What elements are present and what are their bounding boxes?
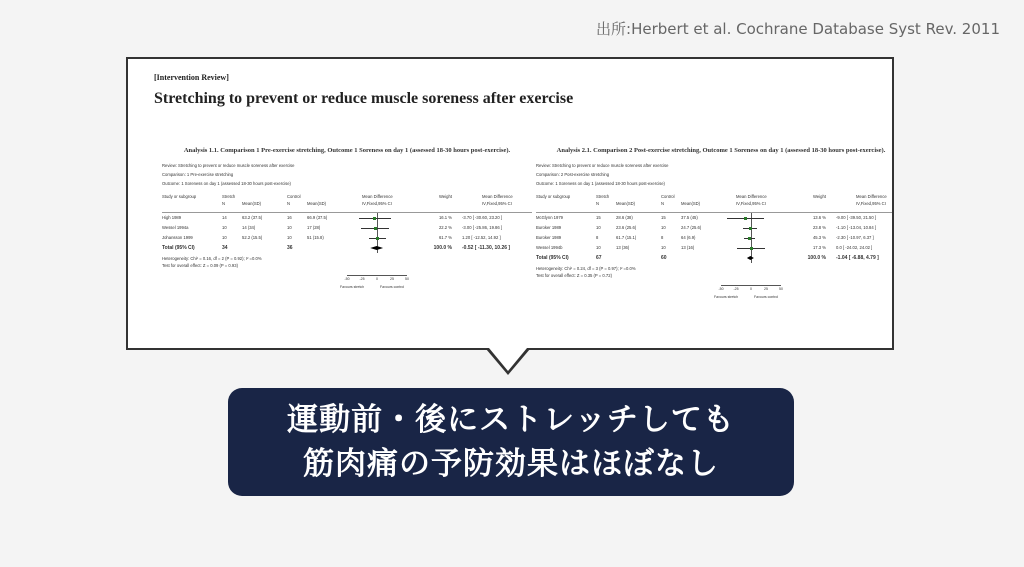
header-stretch: Stretch [222,194,236,199]
stretch-n: 10 [596,225,601,230]
axis-tick: 25 [764,287,768,291]
favours-left: Favours stretch [714,295,739,299]
stretch-n: 8 [596,235,599,240]
axis-tick: 50 [405,277,409,281]
header-study: Study or subgroup [536,194,571,199]
axis-tick: 0 [376,277,378,281]
caption-line-1: 運動前・後にストレッチしても [287,402,735,438]
control-mean: 17 (28) [307,225,321,230]
header-stretch-mean: Mean(SD) [242,201,262,206]
favours-left: Favours stretch [340,285,365,289]
study-name: Buroker 1989 [536,235,562,240]
total-control-n: 36 [287,245,293,251]
study-name: Buroker 1989 [536,225,562,230]
control-mean: 66.9 (37.5) [307,215,328,220]
header-control-mean: Mean(SD) [307,201,327,206]
control-n: 8 [661,235,664,240]
header-weight: Weight [439,194,452,199]
caption-line-2: 筋肉痛の予防効果はほぼなし [303,446,719,482]
total-weight: 100.0 % [807,255,826,261]
table-row [536,223,894,233]
axis-tick: 25 [390,277,394,281]
axis-tick: -25 [359,277,365,281]
analysis-meta [162,161,532,188]
analysis-panel-1 [162,147,532,297]
study-rows [162,213,532,253]
footnotes [162,255,532,269]
table-row [536,243,894,253]
table-header [162,194,532,213]
control-n: 15 [661,215,666,220]
axis-line [347,275,407,276]
control-n: 10 [661,245,666,250]
forest-plot-total [721,253,781,263]
study-md: -3.00 [ -25.86, 19.86 ] [462,225,503,230]
control-n: 10 [287,225,292,230]
footnotes [536,265,894,279]
total-row [536,253,894,263]
study-weight: 45.3 % [812,235,826,240]
analysis-title: Analysis 2.1. Comparison 2 Post-exercise stretching, Outcome 1 Soreness on day 1 (assessed 18-30 hours post-exercise). [556,147,886,154]
forest-plot-row [721,213,781,223]
stretch-mean: 61.7 (15.1) [616,235,637,240]
control-mean: 64 (6.9) [681,235,696,240]
header-weight: Weight [813,194,826,199]
outcome-line: Outcome: 1 Soreness on day 1 (assessed 18-30 hours post-exercise) [162,181,291,186]
heterogeneity: Heterogeneity: Chi² = 0.24, df = 3 (P = 0.97); I² =0.0% [536,266,636,271]
stretch-n: 15 [596,215,601,220]
comparison-line: Comparison: 1 Pre-exercise stretching [162,172,234,177]
study-md: -1.10 [ -13.04, 10.84 ] [836,225,877,230]
forest-plot-row [721,233,781,243]
study-weight: 61.7 % [438,235,452,240]
plot-axis [162,275,532,297]
header-control: Control [661,194,675,199]
forest-plot-row [347,213,407,223]
axis-tick: -25 [733,287,739,291]
header-stretch-n: N [222,201,226,206]
table-row [162,233,532,243]
axis-tick: 0 [750,287,752,291]
total-md: -0.52 [ -11.30, 10.26 ] [462,245,511,251]
forest-plot-row [721,223,781,233]
pooled-diamond [370,246,383,250]
table-row [162,223,532,233]
study-rows [536,213,894,263]
header-study: Study or subgroup [162,194,197,199]
study-md: -9.00 [ -39.50, 21.50 ] [836,215,877,220]
header-md-sub: IV,Fixed,95% CI [362,201,392,206]
total-md: -1.04 [ -6.88, 4.79 ] [836,255,879,261]
table-row [162,213,532,223]
pooled-diamond [747,256,754,260]
table-row [536,233,894,243]
control-mean: 37.5 (45) [681,215,698,220]
header-md-sub: IV,Fixed,95% CI [736,201,766,206]
header-stretch-mean: Mean(SD) [616,201,636,206]
stretch-mean: 63.2 (37.5) [242,215,263,220]
control-mean: 13 (16) [681,245,695,250]
header-md2: Mean Difference [482,194,513,199]
point-estimate [748,237,751,240]
table-row [536,213,894,223]
callout-pointer-fill [489,348,527,371]
review-document [126,57,894,350]
forest-plot-row [347,233,407,243]
study-weight: 17.3 % [812,245,826,250]
study-md: 1.20 [ -12.52, 14.92 ] [462,235,501,240]
stretch-mean: 28.6 (38) [616,215,633,220]
header-control: Control [287,194,301,199]
table-header [536,194,894,213]
study-weight: 16.1 % [438,215,452,220]
review-line: Review: Stretching to prevent or reduce muscle soreness after exercise [162,163,295,168]
control-mean: 51 (15.8) [307,235,324,240]
stretch-n: 10 [596,245,601,250]
review-tag: [Intervention Review] [154,73,229,82]
header-stretch-n: N [596,201,600,206]
stretch-mean: 52.2 (15.5) [242,235,263,240]
plot-axis [536,285,894,307]
total-label: Total (95% CI) [162,245,195,251]
favours-right: Favours control [754,295,779,299]
header-md2-sub: IV,Fixed,95% CI [482,201,512,206]
total-stretch-n: 34 [222,245,228,251]
stretch-mean: 23.6 (25.6) [616,225,637,230]
study-name: Johansson 1999 [162,235,193,240]
overall-effect: Test for overall effect: Z = 0.35 (P = 0.72) [536,273,612,278]
study-weight: 13.6 % [812,215,826,220]
header-md: Mean Difference [736,194,767,199]
header-md2-sub: IV,Fixed,95% CI [856,201,886,206]
review-line: Review: Stretching to prevent or reduce muscle soreness after exercise [536,163,669,168]
axis-tick: -50 [344,277,350,281]
forest-plot-row [721,243,781,253]
study-name: Wessel 1994a [162,225,189,230]
stretch-n: 10 [222,225,227,230]
analysis-panel-2 [536,147,894,307]
study-name: Wessel 1994b [536,245,563,250]
axis-tick: 50 [779,287,783,291]
comparison-line: Comparison: 2 Post-exercise stretching [536,172,610,177]
analysis-meta [536,161,894,188]
header-stretch: Stretch [596,194,610,199]
review-title: Stretching to prevent or reduce muscle soreness after exercise [154,90,574,107]
point-estimate [750,247,753,250]
source-citation: 出所:Herbert et al. Cochrane Database Syst Rev. 2011 [596,20,1000,38]
control-n: 16 [287,215,292,220]
axis-line [721,285,781,286]
header-control-n: N [661,201,665,206]
header-md2: Mean Difference [856,194,887,199]
overall-effect: Test for overall effect: Z = 0.09 (P = 0.93) [162,263,238,268]
analysis-title: Analysis 1.1. Comparison 1 Pre-exercise stretching, Outcome 1 Soreness on day 1 (assessed 18-30 hours post-exercise). [183,147,511,154]
heterogeneity: Heterogeneity: Chi² = 0.16, df = 2 (P = 0.92); I² =0.0% [162,256,262,261]
study-md: -3.70 [ -30.60, 23.20 ] [462,215,503,220]
forest-plot-total [347,243,407,253]
study-md: 0.0 [ -24.02, 24.02 ] [836,245,873,250]
stretch-mean: 14 (34) [242,225,256,230]
study-name: High 1989 [162,215,182,220]
study-name: McGlynn 1979 [536,215,563,220]
total-label: Total (95% CI) [536,255,569,261]
study-md: -2.30 [ -10.97, 6.37 ] [836,235,874,240]
stretch-mean: 13 (36) [616,245,630,250]
point-estimate [749,227,752,230]
total-row [162,243,532,253]
caption-banner [228,388,794,496]
header-control-n: N [287,201,291,206]
header-control-mean: Mean(SD) [681,201,701,206]
total-stretch-n: 67 [596,255,602,261]
axis-tick: -50 [718,287,724,291]
point-estimate [373,217,376,220]
study-weight: 23.8 % [812,225,826,230]
outcome-line: Outcome: 1 Soreness on day 1 (assessed 18-30 hours post-exercise) [536,181,665,186]
control-n: 10 [287,235,292,240]
forest-plot-row [347,223,407,233]
point-estimate [376,237,379,240]
favours-right: Favours control [380,285,405,289]
control-n: 10 [661,225,666,230]
stretch-n: 14 [222,215,227,220]
header-md: Mean Difference [362,194,393,199]
point-estimate [374,227,377,230]
point-estimate [744,217,747,220]
stretch-n: 10 [222,235,227,240]
total-weight: 100.0 % [433,245,452,251]
study-weight: 22.2 % [438,225,452,230]
control-mean: 24.7 (25.6) [681,225,702,230]
total-control-n: 60 [661,255,667,261]
